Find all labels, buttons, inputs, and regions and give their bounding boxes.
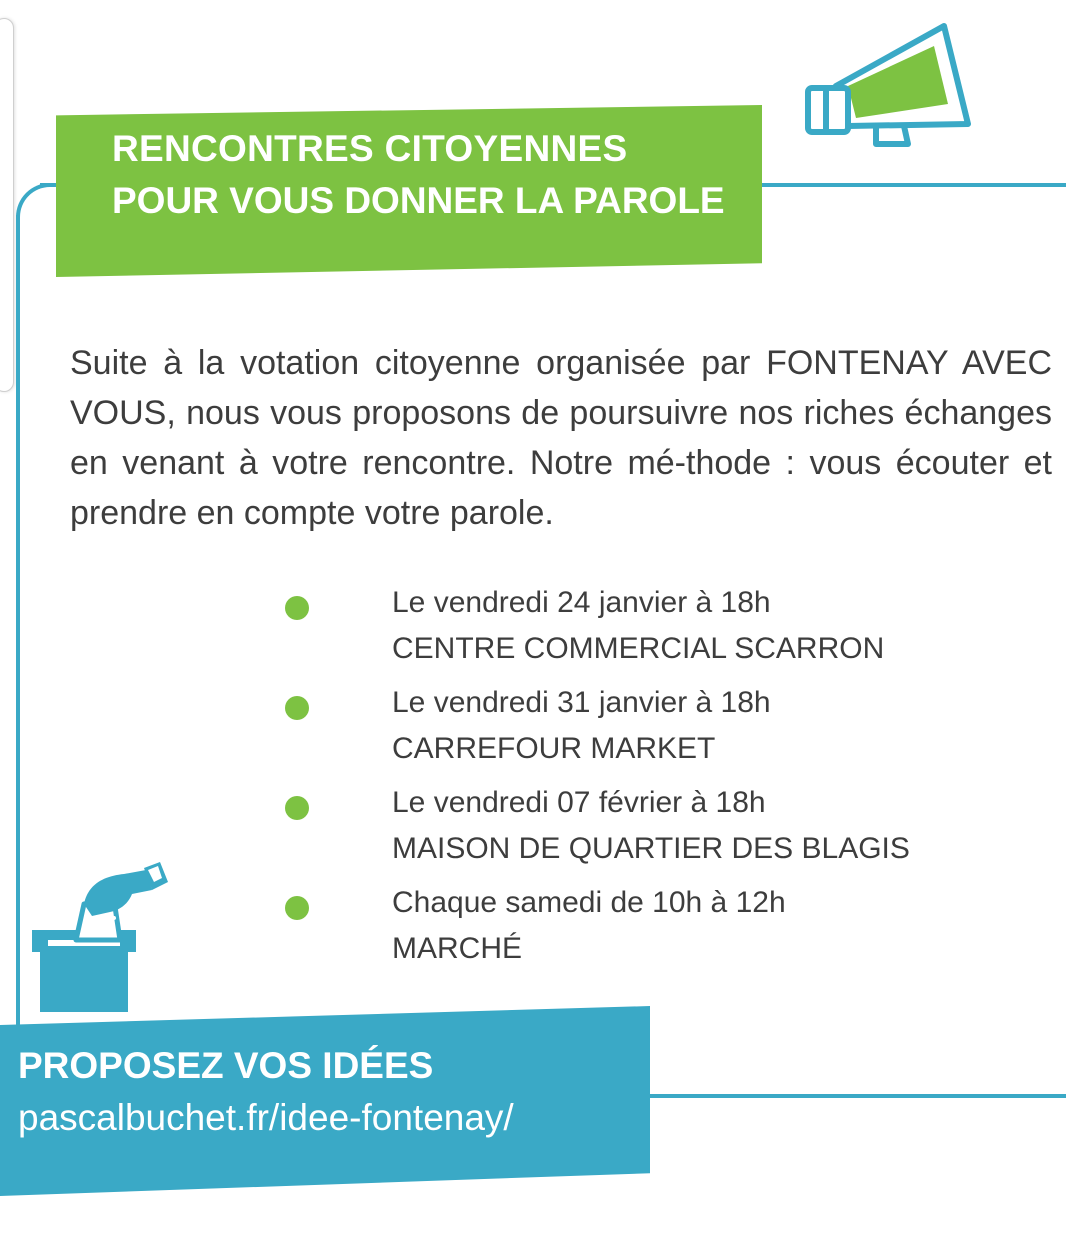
bullet-dot-icon bbox=[285, 896, 309, 920]
intro-paragraph: Suite à la votation citoyenne organisée par FONTENAY AVEC VOUS, nous vous proposons de poursuivre nos riches échanges en venant à votre rencontre. Notre mé-thode : vous écouter et prendre en compte votre parole. bbox=[70, 344, 1052, 532]
bullet-dot-icon bbox=[285, 696, 309, 720]
frame-left-line bbox=[16, 215, 20, 1030]
list-item bbox=[285, 886, 985, 986]
frame-bottom-line bbox=[640, 1094, 1066, 1098]
cta-link[interactable]: pascalbuchet.fr/idee-fontenay/ bbox=[18, 1097, 514, 1138]
event-location: CENTRE COMMERCIAL SCARRON bbox=[392, 632, 885, 665]
megaphone-icon bbox=[796, 14, 976, 154]
ballot-box-icon bbox=[28, 860, 173, 1012]
frame-corner bbox=[16, 183, 56, 223]
cta-title: PROPOSEZ VOS IDÉES bbox=[18, 1045, 434, 1086]
event-location: MARCHÉ bbox=[392, 932, 523, 965]
event-location: CARREFOUR MARKET bbox=[392, 732, 716, 765]
event-location: MAISON DE QUARTIER DES BLAGIS bbox=[392, 832, 910, 865]
bullet-dot-icon bbox=[285, 596, 309, 620]
bullet-dot-icon bbox=[285, 796, 309, 820]
scroll-edge bbox=[0, 18, 14, 392]
event-date: Chaque samedi de 10h à 12h bbox=[392, 886, 786, 919]
event-date: Le vendredi 31 janvier à 18h bbox=[392, 686, 771, 719]
list-item bbox=[285, 786, 985, 886]
page-title: RENCONTRES CITOYENNES bbox=[112, 128, 628, 169]
page-subtitle: POUR VOUS DONNER LA PAROLE bbox=[112, 180, 725, 221]
event-date: Le vendredi 24 janvier à 18h bbox=[392, 586, 771, 619]
event-date: Le vendredi 07 février à 18h bbox=[392, 786, 766, 819]
events-list bbox=[285, 586, 985, 986]
list-item bbox=[285, 586, 985, 686]
list-item bbox=[285, 686, 985, 786]
